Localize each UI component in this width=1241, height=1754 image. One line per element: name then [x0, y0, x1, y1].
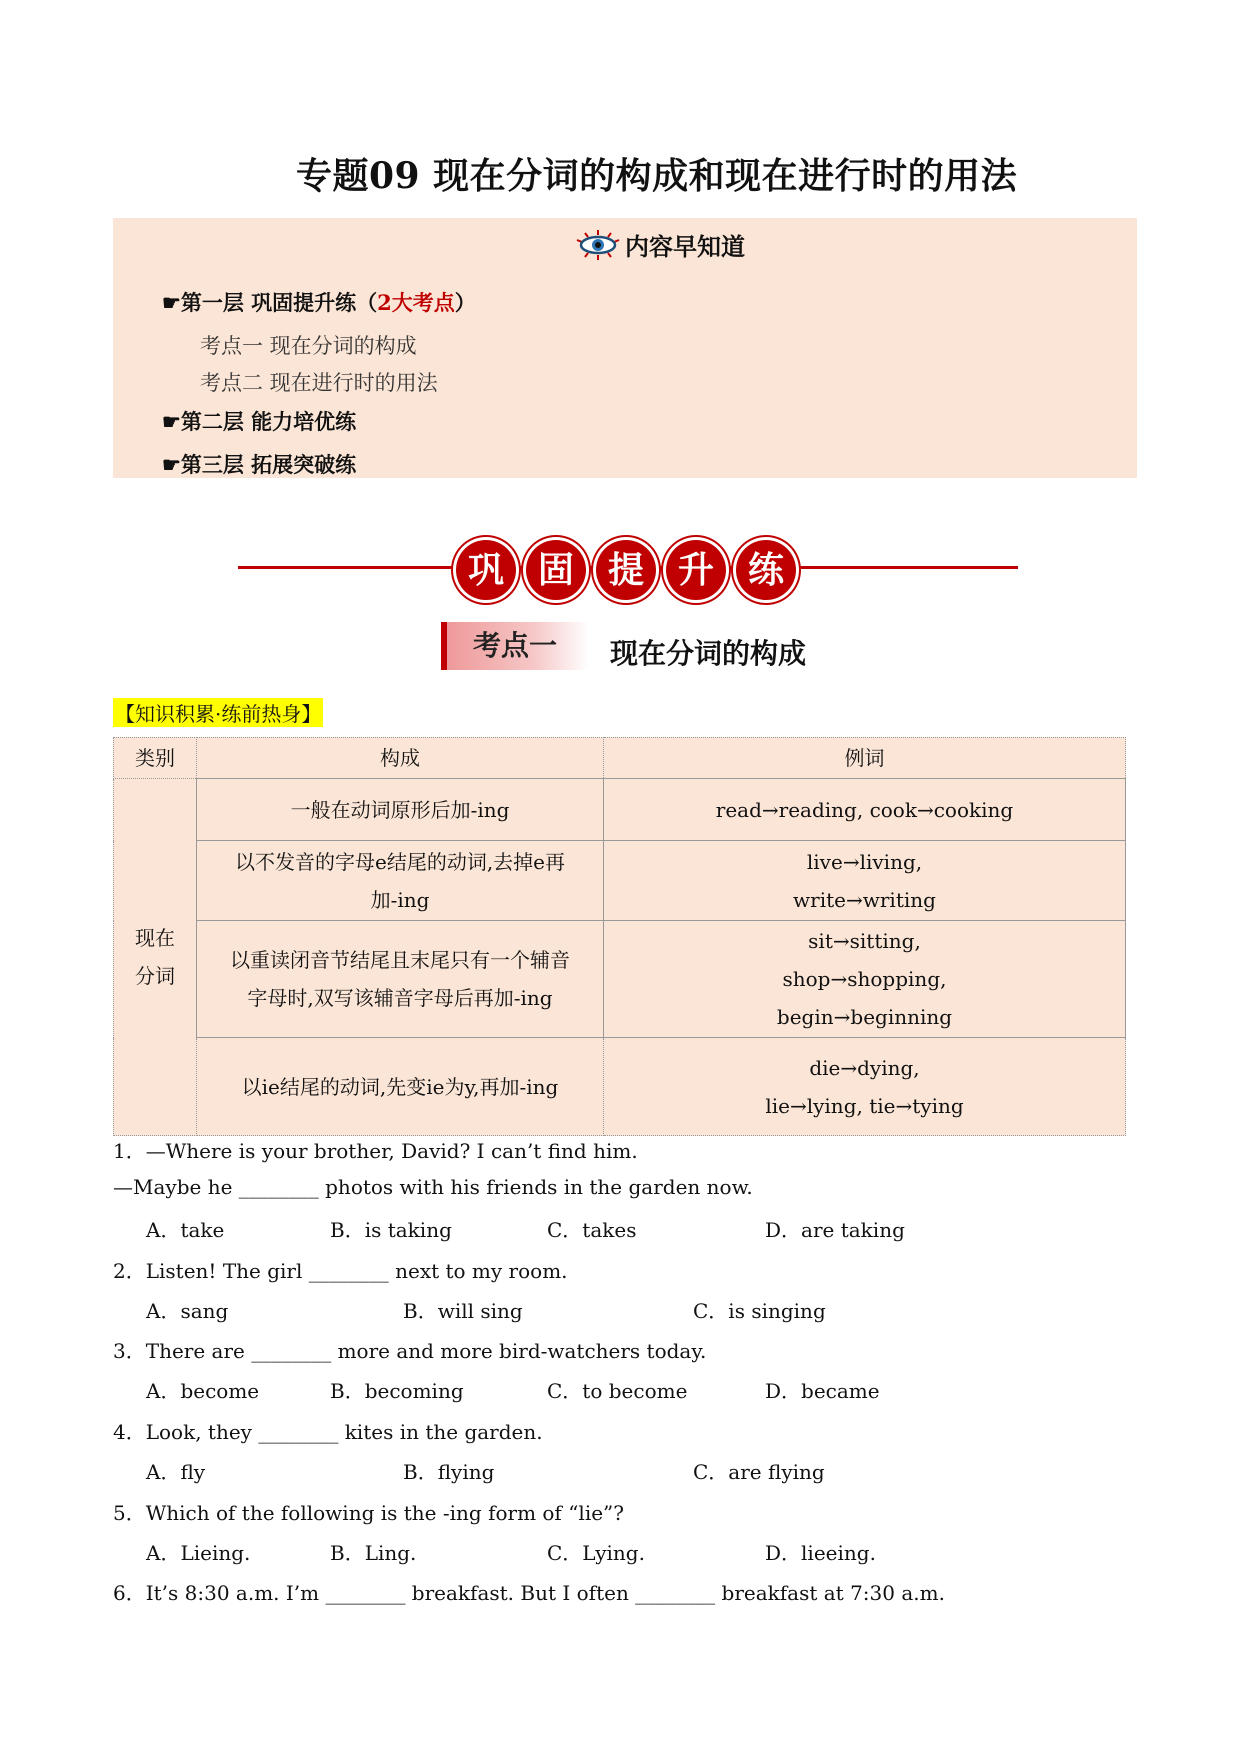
layer1-line	[162, 287, 476, 317]
option: B．Ling.	[330, 1541, 417, 1565]
example-line: die→dying,	[809, 1055, 920, 1080]
option: C．is singing	[693, 1299, 826, 1323]
category-line: 现在	[135, 926, 175, 950]
option: C．to become	[547, 1379, 688, 1403]
rule-line: 以不发音的字母e结尾的动词,去掉e再	[234, 849, 566, 874]
option: D．are taking	[765, 1218, 905, 1242]
layer1-suffix: ）	[454, 290, 476, 315]
banner-char: 练	[736, 540, 796, 600]
overview-heading-text: 内容早知道	[625, 232, 745, 261]
banner-char: 巩	[456, 540, 516, 600]
table-header: 例词	[604, 738, 1126, 779]
layer3-line: ☛第三层 拓展突破练	[162, 452, 357, 477]
rule-cell	[197, 841, 604, 921]
layer1-count: 2大考点	[377, 290, 455, 315]
example-cell	[604, 841, 1126, 921]
example-line: lie→lying, tie→tying	[765, 1093, 964, 1118]
rule-line: 以ie结尾的动词,先变ie为y,再加-ing	[241, 1074, 559, 1099]
option: D．became	[765, 1379, 880, 1403]
example-cell	[604, 921, 1126, 1038]
participle-rules-table	[113, 737, 1126, 1136]
option: A．sang	[146, 1299, 229, 1323]
example-line: read→reading, cook→cooking	[715, 797, 1014, 822]
section-tag: 考点一	[441, 622, 589, 670]
section-title: 现在分词的构成	[610, 637, 807, 670]
table-header: 构成	[197, 738, 604, 779]
layer2-line: ☛第二层 能力培优练	[162, 409, 357, 434]
point2-line: 考点二 现在进行时的用法	[200, 371, 438, 395]
question-6: 6．It’s 8:30 a.m. I’m ________ breakfast. But I often ________ breakfast at 7:30 a.m.	[113, 1581, 945, 1605]
option: B．is taking	[330, 1218, 452, 1242]
example-line: write→writing	[793, 887, 936, 912]
overview-heading	[575, 227, 745, 262]
banner-char: 固	[526, 540, 586, 600]
option: C．takes	[547, 1218, 637, 1242]
example-line: live→living,	[806, 849, 923, 874]
option: A．become	[146, 1379, 260, 1403]
knowledge-label: 【知识积累·练前热身】	[113, 698, 323, 727]
page-title: 专题09 现在分词的构成和现在进行时的用法	[296, 155, 1018, 197]
option: D．lieeing.	[765, 1541, 876, 1565]
layer1-label: ☛第一层 巩固提升练（	[162, 290, 378, 315]
option: A．take	[146, 1218, 225, 1242]
banner-char: 提	[596, 540, 656, 600]
question-5: 5．Which of the following is the -ing form of “lie”?	[113, 1501, 624, 1525]
option: C．are flying	[693, 1460, 825, 1484]
option: B．will sing	[403, 1299, 523, 1323]
point1-line: 考点一 现在分词的构成	[200, 334, 417, 358]
table-header: 类别	[114, 738, 197, 779]
category-cell	[114, 779, 197, 1136]
category-line: 分词	[135, 964, 175, 988]
option: A．fly	[146, 1460, 206, 1484]
rule-cell	[197, 779, 604, 841]
example-cell	[604, 1038, 1126, 1136]
rule-line: 加-ing	[370, 887, 430, 912]
option: A．Lieing.	[146, 1541, 251, 1565]
rule-line: 字母时,双写该辅音字母后再加-ing	[247, 986, 553, 1010]
question-4: 4．Look, they ________ kites in the garden.	[113, 1420, 543, 1444]
example-cell	[604, 779, 1126, 841]
question-2: 2．Listen! The girl ________ next to my room.	[113, 1259, 568, 1283]
rule-cell	[197, 921, 604, 1038]
question-1-stem: 1．—Where is your brother, David? I can’t find him.	[113, 1139, 638, 1163]
question-1-reply: —Maybe he ________ photos with his friends in the garden now.	[113, 1175, 753, 1199]
rule-cell	[197, 1038, 604, 1136]
rule-line: 一般在动词原形后加-ing	[290, 797, 510, 822]
option: B．flying	[403, 1460, 495, 1484]
rule-line: 以重读闭音节结尾且末尾只有一个辅音	[230, 948, 570, 972]
example-line: sit→sitting,	[808, 929, 921, 953]
example-line: begin→beginning	[776, 1005, 953, 1029]
option: B．becoming	[330, 1379, 464, 1403]
eye-icon	[575, 230, 621, 260]
option: C．Lying.	[547, 1541, 645, 1565]
question-3: 3．There are ________ more and more bird-watchers today.	[113, 1339, 707, 1363]
example-line: shop→shopping,	[782, 967, 947, 991]
banner-char: 升	[666, 540, 726, 600]
